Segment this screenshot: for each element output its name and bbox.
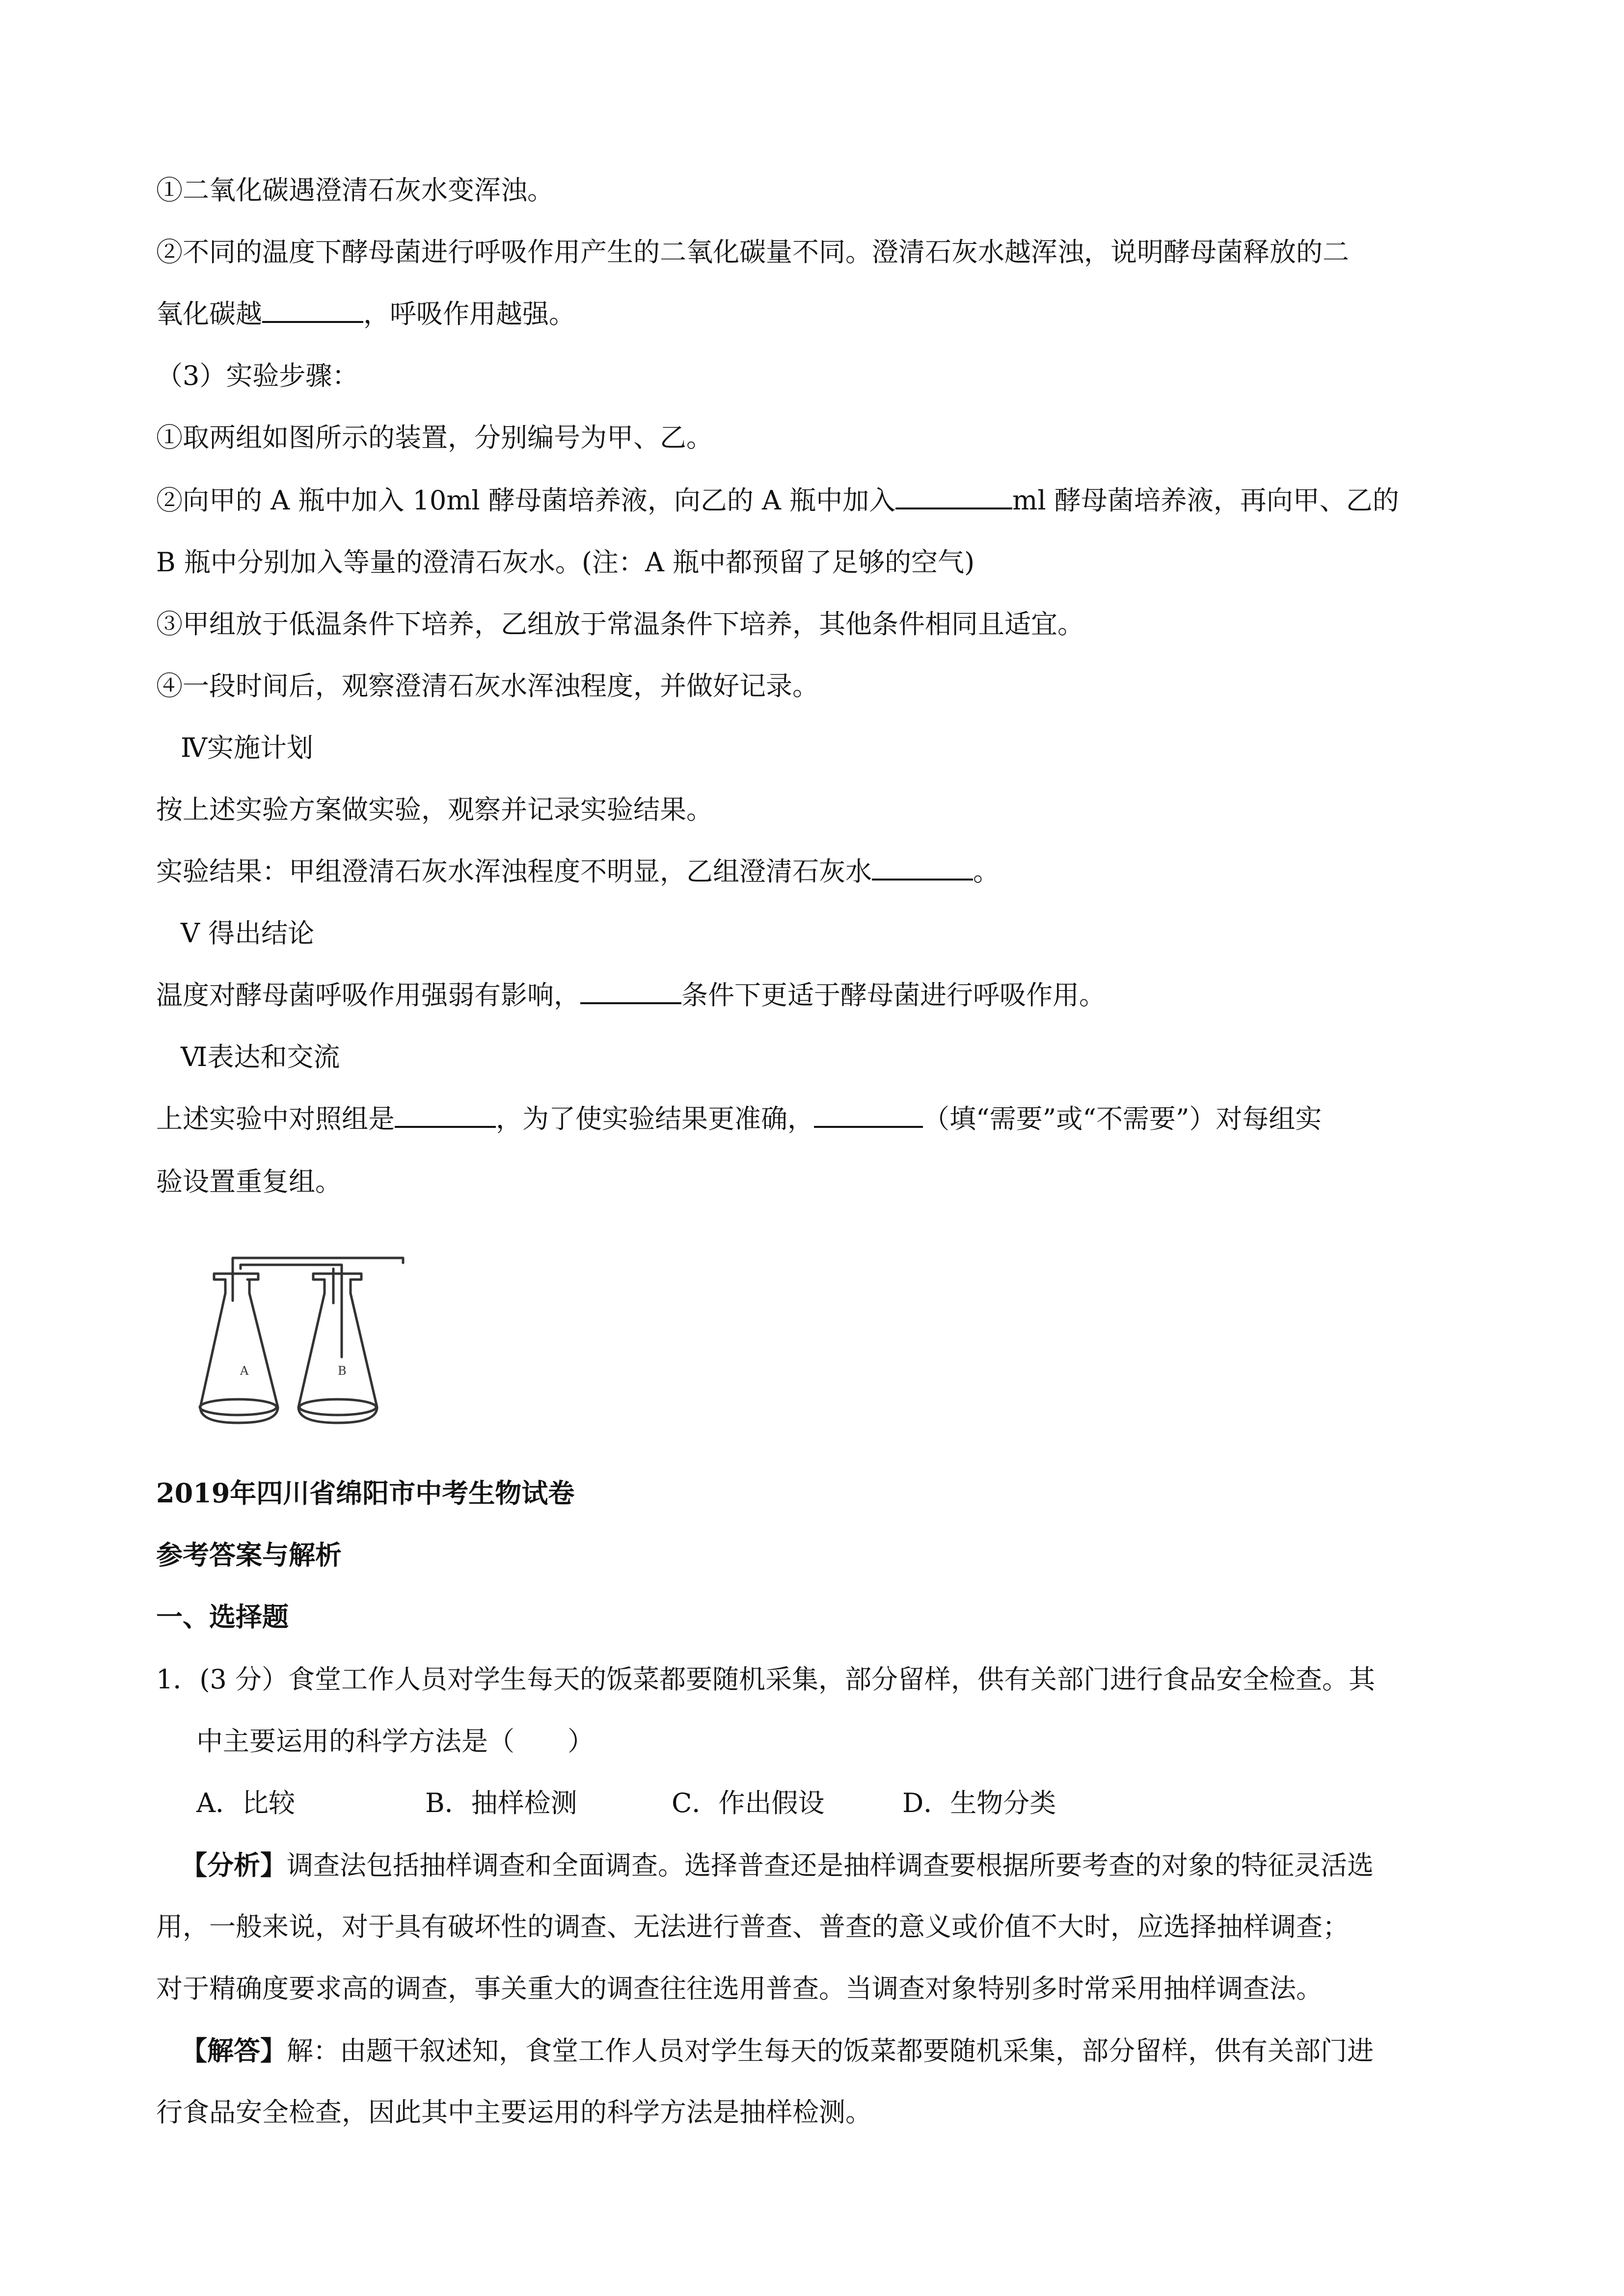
text-line [156,296,575,332]
answer-title: 2019年四川省绵阳市中考生物试卷 [156,1477,575,1509]
solution-text [181,2033,1374,2069]
text-line: 按上述实验方案做实验，观察并记录实验结果。 [156,794,713,825]
option-a: A．比较 [196,1788,295,1818]
flask-a-label: A [240,1364,249,1378]
option-b: B．抽样检测 [425,1788,577,1818]
option-c: C．作出假设 [672,1788,825,1818]
options-row [196,1786,1056,1821]
section-heading: Ⅵ表达和交流 [181,1041,340,1072]
section-heading: Ⅳ实施计划 [181,732,313,763]
fill-blank [395,1102,496,1128]
text-line: ③甲组放于低温条件下培养，乙组放于常温条件下培养，其他条件相同且适宜。 [156,609,1084,640]
text-run: 。 [973,856,1000,887]
fill-blank [895,484,1012,509]
option-d: D．生物分类 [902,1788,1056,1818]
flask-a-liquid-surface [200,1399,276,1415]
section-heading: 一、选择题 [156,1601,289,1632]
text-run: 上述实验中对照组是 [156,1103,395,1134]
answer-subtitle: 参考答案与解析 [156,1539,342,1571]
section-heading: （3）实验步骤： [156,360,359,391]
text-run: 调查法包括抽样调查和全面调查。选择普查还是抽样调查要根据所要考查的对象的特征灵活选 [287,1850,1374,1881]
fill-blank [580,979,681,1004]
flask-b-liquid-surface [299,1399,376,1415]
fill-blank [814,1102,923,1128]
analysis-tag: 【分析】 [181,1849,287,1881]
question-text: 中主要运用的科学方法是（ ） [196,1726,594,1757]
text-run: ②向甲的 A 瓶中加入 10ml 酵母菌培养液，向乙的 A 瓶中加入 [156,485,896,516]
analysis-text [181,1847,1374,1883]
text-run: 条件下更适于酵母菌进行呼吸作用。 [681,980,1106,1011]
connecting-tube-inner [241,1265,342,1269]
solution-text: 行食品安全检查，因此其中主要运用的科学方法是抽样检测。 [156,2097,872,2128]
connecting-tube [233,1258,403,1269]
text-run: ml 酵母菌培养液，再向甲、乙的 [1012,485,1399,516]
text-line: 验设置重复组。 [156,1166,342,1197]
text-line: ①取两组如图所示的装置，分别编号为甲、乙。 [156,422,713,453]
flask-a-stopper [214,1274,258,1280]
text-line: B 瓶中分别加入等量的澄清石灰水。(注：A 瓶中都预留了足够的空气) [156,547,975,578]
text-line: ①二氧化碳遇澄清石灰水变浑浊。 [156,175,554,206]
question-text: 1．(3 分）食堂工作人员对学生每天的饭菜都要随机采集，部分留样，供有关部门进行食品安全检查。其 [156,1664,1375,1695]
solution-tag: 【解答】 [181,2035,287,2066]
text-line [156,978,1106,1013]
text-line [156,854,1000,889]
text-run: （填“需要”或“不需要”）对每组实 [923,1103,1322,1134]
fill-blank [262,297,363,323]
text-run: 氧化碳越 [156,298,262,329]
analysis-text: 用，一般来说，对于具有破坏性的调查、无法进行普查、普查的意义或价值不大时，应选择抽样调查； [156,1911,1349,1942]
flask-b-stopper [313,1274,361,1280]
text-run: 解：由题干叙述知，食堂工作人员对学生每天的饭菜都要随机采集，部分留样，供有关部门进 [287,2035,1374,2066]
flask-b-label: B [338,1364,347,1378]
text-line [156,1101,1322,1137]
section-heading: V 得出结论 [181,918,315,949]
text-run: 温度对酵母菌呼吸作用强弱有影响， [156,980,580,1011]
text-run: 实验结果：甲组澄清石灰水浑浊程度不明显，乙组澄清石灰水 [156,856,872,887]
analysis-text: 对于精确度要求高的调查，事关重大的调查往往选用普查。当调查对象特别多时常采用抽样调查法。 [156,1973,1323,2004]
text-line [156,483,1399,518]
flask-apparatus-figure [194,1254,420,1436]
text-line: ②不同的温度下酵母菌进行呼吸作用产生的二氧化碳量不同。澄清石灰水越浑浊，说明酵母菌释放的二 [156,237,1349,267]
text-line: ④一段时间后，观察澄清石灰水浑浊程度，并做好记录。 [156,670,819,701]
fill-blank [872,855,973,881]
text-run: ，呼吸作用越强。 [363,298,575,329]
text-run: ，为了使实验结果更准确， [496,1103,814,1134]
